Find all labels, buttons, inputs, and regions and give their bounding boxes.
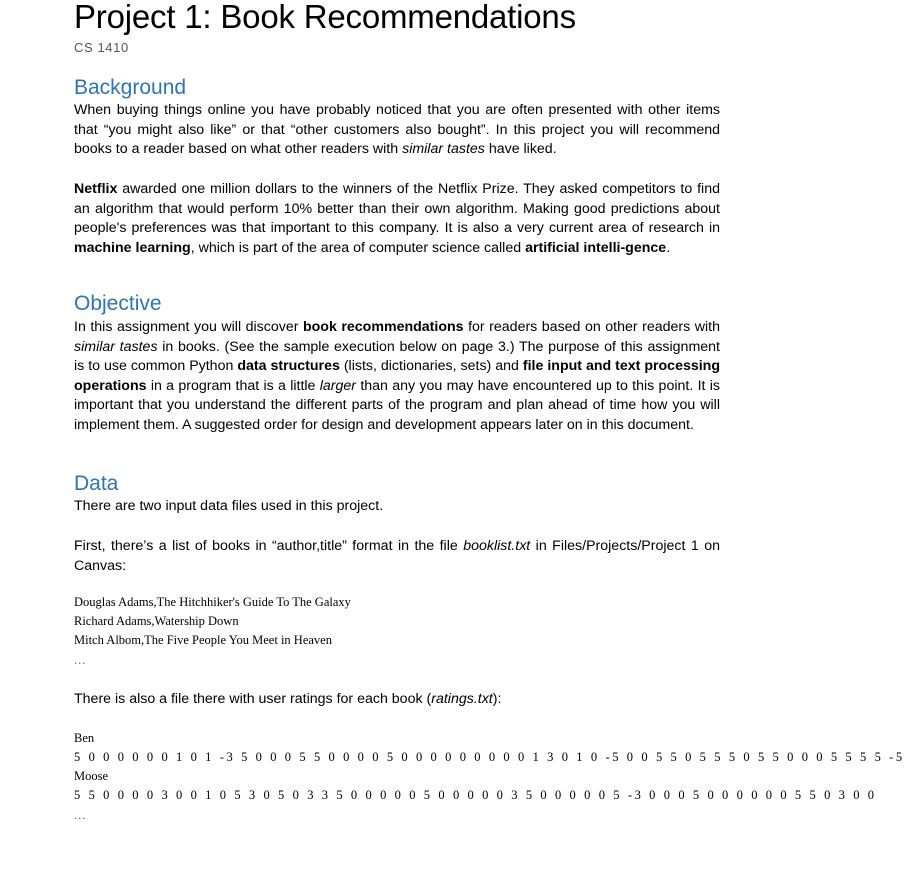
text: . [666, 239, 671, 256]
text: , which is part of the area of computer science called [190, 239, 526, 256]
bold-netflix: Netflix [74, 181, 118, 197]
bold-book-recommendations: book recommendations [302, 319, 464, 335]
text: in a program that is a little [146, 377, 320, 394]
ratings-user-name: Moose [74, 769, 109, 783]
data-heading: Data [74, 472, 119, 495]
background-heading: Background [74, 76, 187, 99]
text: In this assignment you will discover [74, 319, 303, 335]
text: (lists, dictionaries, sets) and [339, 358, 523, 375]
bold-data-structures: data structures [237, 358, 340, 375]
data-paragraph-3 [74, 690, 720, 710]
emphasis-booklist-file: booklist.txt [463, 538, 531, 554]
objective-heading: Objective [74, 292, 162, 315]
text: in Files/Projects/Project 1 on Canvas: [74, 538, 720, 574]
booklist-ellipsis: ... [74, 653, 87, 667]
data-paragraph-1: There are two input data files used in this project. [74, 498, 384, 514]
booklist-line: Richard Adams,Watership Down [74, 614, 239, 628]
emphasis-larger: larger [319, 377, 357, 394]
booklist-line: Mitch Albom,The Five People You Meet in Heaven [74, 633, 332, 647]
background-paragraph-1 [74, 101, 720, 160]
ratings-ellipsis: ... [74, 808, 87, 822]
text: than any you may have encountered up to this point. It is important that you understand the different parts of the program and plan ahead of time how you will implement them. A suggested order for design and development appears later on in this document. [74, 377, 720, 433]
ratings-row: 5 5 0 0 0 0 3 0 0 1 0 5 3 0 5 0 3 3 5 0 0 0 0 0 5 0 0 0 0 0 3 5 0 0 0 0 0 5 -3 0 0 0 5 0 0 0 0 0 0 5 5 0 3 0 0 [74, 788, 877, 802]
data-paragraph-2 [74, 537, 720, 576]
text: When buying things online you have probably noticed that you are often presented with other items that “you might also like” or that “other customers also bought”. In this project you will recommend books to a reader based on what other readers with [74, 102, 720, 158]
emphasis-similar-tastes: similar tastes [74, 338, 158, 355]
text: in books. (See the sample execution below on page 3.) The purpose of this assignment is to use common Python [74, 338, 720, 375]
text: There is also a file there with user ratings for each book ( [74, 691, 432, 707]
bold-artificial-intelligence: artificial intelli-gence [525, 239, 667, 256]
text: First, there’s a list of books in “author,title” format in the file [74, 538, 464, 554]
text: awarded one million dollars to the winners of the Netflix Prize. They asked competitors to find an algorithm that would perform 10% better than their own algorithm. Making good predictions about people's preferences was that important to this company. It is also a very current area of research in [74, 181, 720, 237]
emphasis-similar-tastes: similar tastes [402, 141, 485, 158]
ratings-user-name: Ben [74, 731, 95, 745]
bold-machine-learning: machine learning [74, 239, 191, 256]
bold-file-input: file input and text processing operations [74, 358, 721, 394]
objective-paragraph [74, 318, 720, 436]
text: have liked. [484, 141, 557, 158]
document-title: Project 1: Book Recommendations [74, 0, 576, 35]
course-code: CS 1410 [74, 40, 129, 55]
background-paragraph-2 [74, 180, 720, 258]
ratings-row: 5 0 0 0 0 0 0 1 0 1 -3 5 0 0 0 5 5 0 0 0 0 5 0 0 0 0 0 0 0 0 0 1 3 0 1 0 -5 0 0 5 5 0 5 5 5 0 5 5 0 0 0 5 5 5 5 -5 [74, 750, 905, 764]
text: for readers based on other readers with [463, 319, 720, 335]
booklist-line: Douglas Adams,The Hitchhiker's Guide To The Galaxy [74, 595, 351, 609]
emphasis-ratings-file: ratings.txt [431, 691, 493, 707]
text: ): [492, 691, 502, 707]
